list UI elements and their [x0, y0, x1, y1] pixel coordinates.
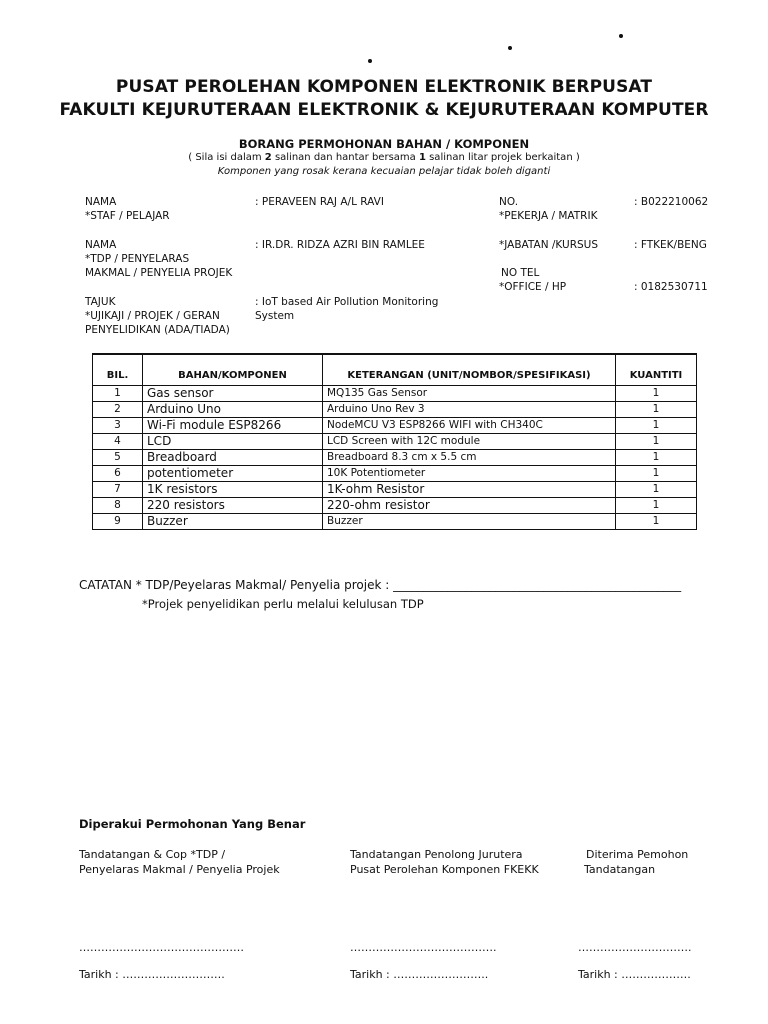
department-label: *JABATAN /KURSUS	[499, 239, 599, 251]
supervisor-name: : IR.DR. RIDZA AZRI BIN RAMLEE	[255, 239, 425, 251]
form-title: BORANG PERMOHONAN BAHAN / KOMPONEN	[238, 137, 530, 151]
signature-col-supervisor: Tandatangan & Cop *TDP / Penyelaras Makmal / Penyelia Projek	[79, 848, 280, 876]
matric-number: : B022210062	[634, 196, 709, 208]
signature-line-supervisor: ………………………………………	[79, 941, 244, 954]
certification-heading: Diperakui Permohonan Yang Benar	[79, 817, 306, 831]
catatan-note: CATATAN * TDP/Peyelaras Makmal/ Penyelia projek : ________________________________________________	[79, 578, 682, 592]
header-bil: BIL.	[93, 354, 143, 386]
table-row: 7 1K resistors 1K-ohm Resistor 1	[93, 482, 697, 498]
table-row: 4 LCD LCD Screen with 12C module 1	[93, 434, 697, 450]
date-applicant: Tarikh : ……………….	[578, 968, 691, 981]
table-row: 2 Arduino Uno Arduino Uno Rev 3 1	[93, 402, 697, 418]
signature-line-applicant: ………………………….	[578, 941, 692, 954]
institution-title: PUSAT PEROLEHAN KOMPONEN ELEKTRONIK BERPUSAT	[115, 77, 653, 97]
phone-number: : 0182530711	[634, 281, 708, 293]
table-row: 1 Gas sensor MQ135 Gas Sensor 1	[93, 386, 697, 402]
table-row: 5 Breadboard Breadboard 8.3 cm x 5.5 cm 1	[93, 450, 697, 466]
instruction-text: ( Sila isi dalam 2 salinan dan hantar bersama 1 salinan litar projek berkaitan )	[188, 152, 580, 163]
header-kuantiti: KUANTITI	[616, 354, 697, 386]
applicant-label: NAMA *STAF / PELAJAR	[85, 196, 170, 222]
table-row: 8 220 resistors 220-ohm resistor 1	[93, 498, 697, 514]
table-header-row	[93, 354, 697, 386]
warning-text: Komponen yang rosak kerana kecuaian pelajar tidak boleh diganti	[217, 166, 551, 177]
faculty-title: FAKULTI KEJURUTERAAN ELEKTRONIK & KEJURUTERAAN KOMPUTER	[59, 100, 709, 120]
decorative-dot	[508, 46, 512, 50]
date-supervisor: Tarikh : ……………………….	[79, 968, 225, 981]
signature-col-applicant: Diterima Pemohon Tandatangan	[584, 848, 689, 876]
project-title-label: TAJUK *UJIKAJI / PROJEK / GERAN PENYELIDIKAN (ADA/TIADA)	[85, 296, 230, 336]
signature-col-assistant-engineer: Tandatangan Penolong Jurutera Pusat Perolehan Komponen FKEKK	[350, 848, 539, 876]
table-row: 9 Buzzer Buzzer 1	[93, 514, 697, 530]
project-title-value: : IoT based Air Pollution Monitoring System	[255, 296, 439, 322]
date-assistant-engineer: Tarikh : ……………………..	[350, 968, 489, 981]
research-note: *Projek penyelidikan perlu melalui kelulusan TDP	[142, 597, 424, 611]
header-keterangan: KETERANGAN (UNIT/NOMBOR/SPESIFIKASI)	[323, 354, 616, 386]
phone-label: NO TEL *OFFICE / HP	[499, 267, 567, 293]
table-row: 6 potentiometer 10K Potentiometer 1	[93, 466, 697, 482]
applicant-name: : PERAVEEN RAJ A/L RAVI	[255, 196, 384, 208]
department-value: : FTKEK/BENG	[634, 239, 707, 251]
components-table	[92, 353, 697, 530]
table-row: 3 Wi-Fi module ESP8266 NodeMCU V3 ESP8266 WIFI with CH340C 1	[93, 418, 697, 434]
decorative-dot	[368, 59, 372, 63]
decorative-dot	[619, 34, 623, 38]
header-bahan: BAHAN/KOMPONEN	[143, 354, 323, 386]
supervisor-label: NAMA *TDP / PENYELARAS MAKMAL / PENYELIA PROJEK	[85, 239, 233, 279]
matric-label: NO. *PEKERJA / MATRIK	[499, 196, 598, 222]
signature-line-assistant-engineer: ………………………………….	[350, 941, 497, 954]
